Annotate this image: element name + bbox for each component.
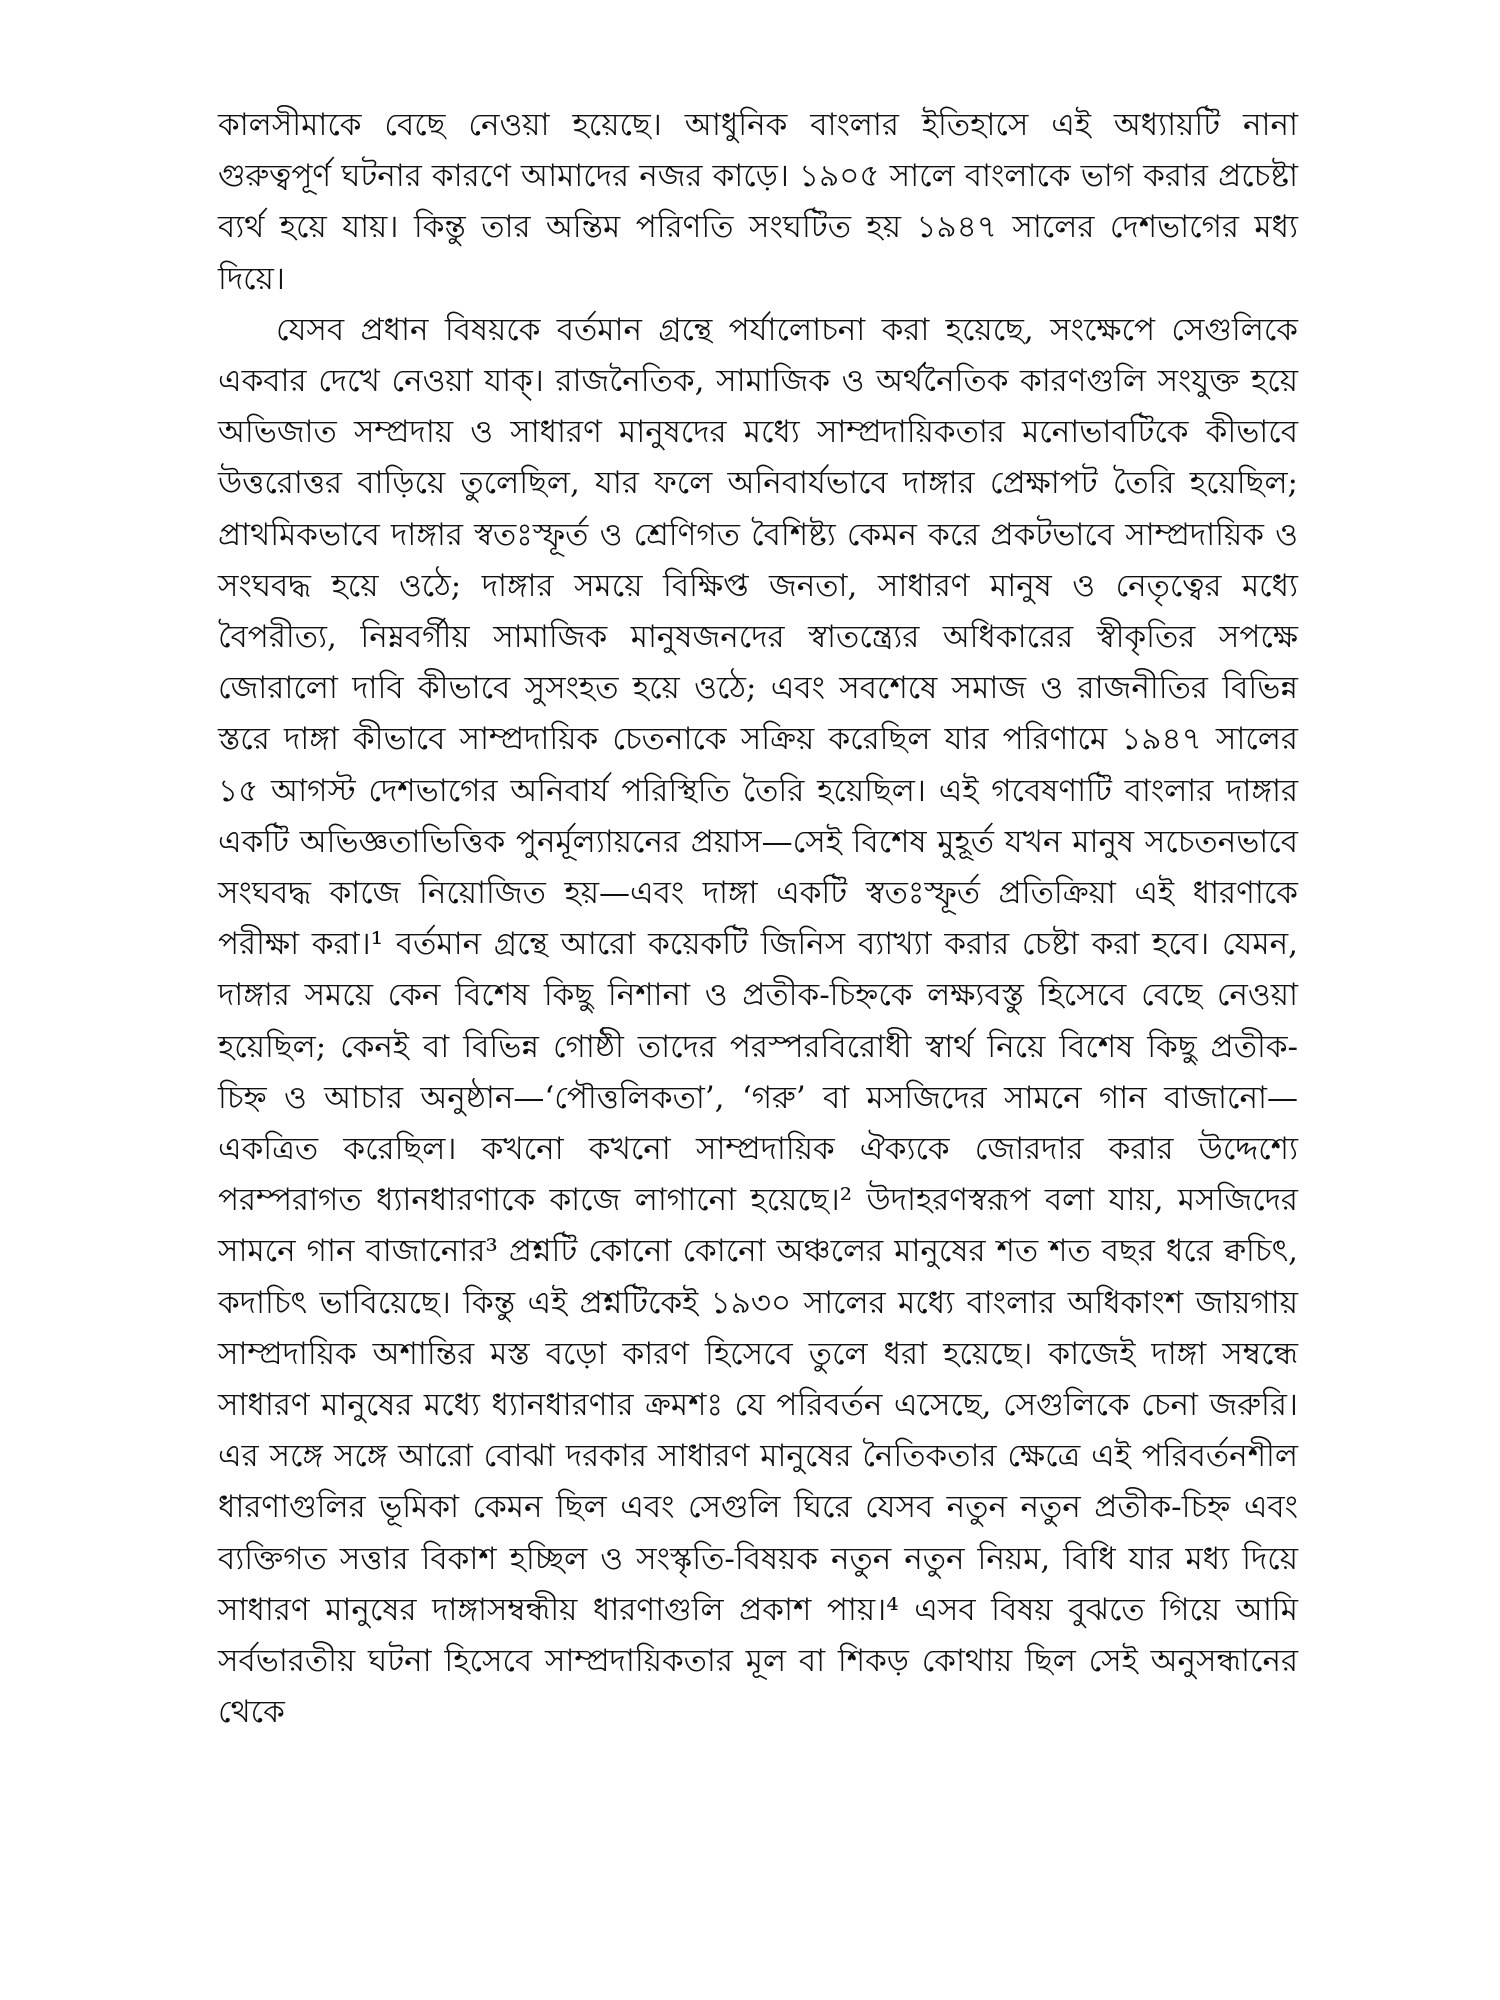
paragraph-2: যেসব প্রধান বিষয়কে বর্তমান গ্রন্থে পর্যালোচনা করা হয়েছে, সংক্ষেপে সেগুলিকে একবার দেখে নেওয়া যাক্। রাজনৈতিক, সামাজিক ও অর্থনৈতিক কারণগুলি সংযুক্ত হয়ে অভিজাত সম্প্রদায় ও সাধারণ মানুষদের মধ্যে সাম্প্রদায়িকতার মনোভাবটিকে কীভাবে উত্তরোত্তর বাড়িয়ে তুলেছিল, যার ফলে অনিবার্যভাবে দাঙ্গার প্রেক্ষাপট তৈরি হয়েছিল; প্রাথমিকভাবে দাঙ্গার স্বতঃস্ফূর্ত ও শ্রেণিগত বৈশিষ্ট্য কেমন করে প্রকটভাবে সাম্প্রদায়িক ও সংঘবদ্ধ হয়ে ওঠে; দাঙ্গার সময়ে বিক্ষিপ্ত জনতা, সাধারণ মানুষ ও নেতৃত্বের মধ্যে বৈপরীত্য, নিম্নবর্গীয় সামাজিক মানুষজনদের স্বাতন্ত্র্যের অধিকারের স্বীকৃতির সপক্ষে জোরালো দাবি কীভাবে সুসংহত হয়ে ওঠে; এবং সবশেষে সমাজ ও রাজনীতির বিভিন্ন স্তরে দাঙ্গা কীভাবে সাম্প্রদায়িক চেতনাকে সক্রিয় করেছিল যার পরিণামে ১৯৪৭ সালের ১৫ আগস্ট দেশভাগের অনিবার্য পরিস্থিতি তৈরি হয়েছিল। এই গবেষণাটি বাংলার দাঙ্গার একটি অভিজ্ঞতাভিত্তিক পুনর্মূল্যায়নের প্রয়াস—সেই বিশেষ মুহূর্ত যখন মানুষ সচেতনভাবে সংঘবদ্ধ কাজে নিয়োজিত হয়—এবং দাঙ্গা একটি স্বতঃস্ফূর্ত প্রতিক্রিয়া এই ধারণাকে পরীক্ষা করা।¹ বর্তমান গ্রন্থে আরো কয়েকটি জিনিস ব্যাখ্যা করার চেষ্টা করা হবে। যেমন, দাঙ্গার সময়ে কেন বিশেষ কিছু নিশানা ও প্রতীক-চিহ্নকে লক্ষ্যবস্তু হিসেবে বেছে নেওয়া হয়েছিল; কেনই বা বিভিন্ন গোষ্ঠী তাদের পরস্পরবিরোধী স্বার্থ নিয়ে বিশেষ কিছু প্রতীক-চিহ্ন ও আচার অনুষ্ঠান—‘পৌত্তলিকতা’, ‘গরু’ বা মসজিদের সামনে গান বাজানো—একত্রিত করেছিল। কখনো কখনো সাম্প্রদায়িক ঐক্যকে জোরদার করার উদ্দেশ্যে পরম্পরাগত ধ্যানধারণাকে কাজে লাগানো হয়েছে।² উদাহরণস্বরূপ বলা যায়, মসজিদের সামনে গান বাজানোর³ প্রশ্নটি কোনো কোনো অঞ্চলের মানুষের শত শত বছর ধরে ক্বচিৎ, কদাচিৎ ভাবিয়েছে। কিন্তু এই প্রশ্নটিকেই ১৯৩০ সালের মধ্যে বাংলার অধিকাংশ জায়গায় সাম্প্রদায়িক অশান্তির মস্ত বড়ো কারণ হিসেবে তুলে ধরা হয়েছে। কাজেই দাঙ্গা সম্বন্ধে সাধারণ মানুষের মধ্যে ধ্যানধারণার ক্রমশঃ যে পরিবর্তন এসেছে, সেগুলিকে চেনা জরুরি। এর সঙ্গে সঙ্গে আরো বোঝা দরকার সাধারণ মানুষের নৈতিকতার ক্ষেত্রে এই পরিবর্তনশীল ধারণাগুলির ভূমিকা কেমন ছিল এবং সেগুলি ঘিরে যেসব নতুন নতুন প্রতীক-চিহ্ন এবং ব্যক্তিগত সত্তার বিকাশ হচ্ছিল ও সংস্কৃতি-বিষয়ক নতুন নতুন নিয়ম, বিধি যার মধ্য দিয়ে সাধারণ মানুষের দাঙ্গাসম্বন্ধীয় ধারণাগুলি প্রকাশ পায়।⁴ এসব বিষয় বুঝতে গিয়ে আমি সর্বভারতীয় ঘটনা হিসেবে সাম্প্রদায়িকতার মূল বা শিকড় কোথায় ছিল সেই অনুসন্ধানের থেকে <box>218 311 1298 1731</box>
book-page <box>218 100 1298 1739</box>
paragraph-1: কালসীমাকে বেছে নেওয়া হয়েছে। আধুনিক বাংলার ইতিহাসে এই অধ্যায়টি নানা গুরুত্বপূর্ণ ঘটনার কারণে আমাদের নজর কাড়ে। ১৯০৫ সালে বাংলাকে ভাগ করার প্রচেষ্টা ব্যর্থ হয়ে যায়। কিন্তু তার অন্তিম পরিণতি সংঘটিত হয় ১৯৪৭ সালের দেশভাগের মধ্য দিয়ে। <box>218 107 1298 297</box>
